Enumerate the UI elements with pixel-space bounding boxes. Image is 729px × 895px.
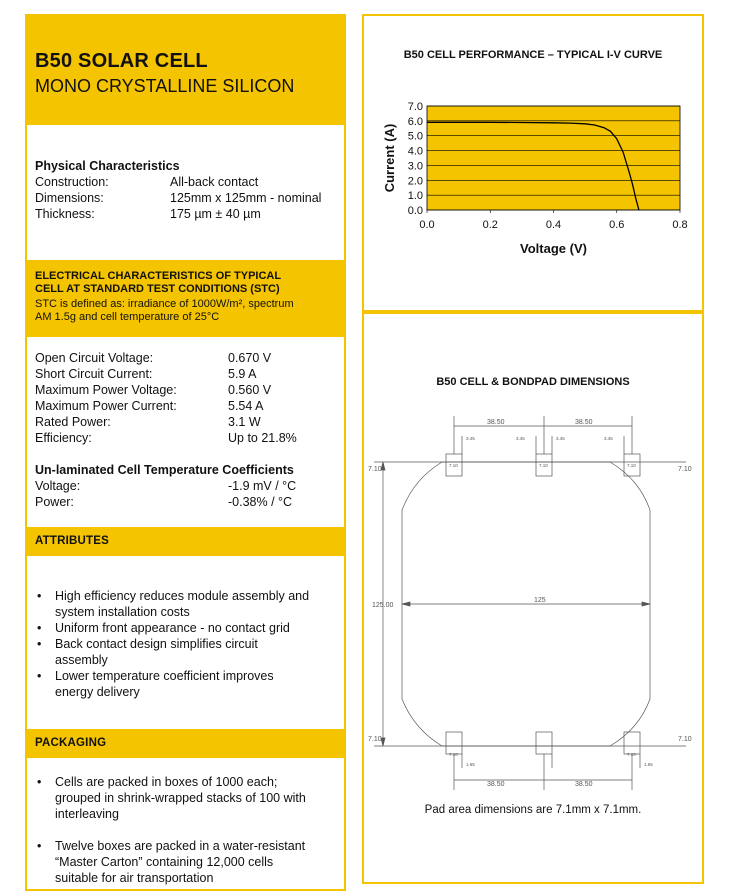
dim-top-right: 38.50	[575, 419, 593, 426]
dim-side-tr: 7.10	[678, 466, 692, 473]
physical-row	[35, 206, 336, 222]
electrical-row	[35, 398, 336, 414]
dim-side-bl: 7.10	[368, 736, 382, 743]
row-label: Maximum Power Voltage:	[35, 383, 177, 397]
electrical-row	[35, 350, 336, 366]
electrical-row	[35, 414, 336, 430]
item-line: • Twelve boxes are packed in a water-resistant	[55, 839, 306, 853]
electrical-section	[27, 337, 344, 527]
stc-heading-1: ELECTRICAL CHARACTERISTICS OF TYPICAL	[35, 270, 282, 282]
list-item	[35, 620, 336, 636]
row-label: Efficiency:	[35, 431, 92, 445]
plot-area	[427, 106, 680, 210]
y-tick-label: 7.0	[407, 101, 423, 113]
temperature-row	[35, 478, 336, 494]
y-axis-label: Current (A)	[382, 123, 397, 193]
dim-side-tl: 7.10	[368, 466, 382, 473]
attributes-list	[27, 556, 344, 729]
item-line: • Lower temperature coefficient improves	[55, 669, 274, 683]
dim-pad-size: 7.10	[627, 752, 636, 757]
row-value: -1.9 mV / °C	[228, 479, 297, 493]
row-label: Thickness:	[35, 207, 95, 221]
physical-row	[35, 174, 336, 190]
row-value: 3.1 W	[228, 415, 261, 429]
dim-bottom-left: 38.50	[487, 781, 505, 788]
dim-pad-small-b: 1.65	[466, 762, 475, 767]
stc-heading-2: CELL AT STANDARD TEST CONDITIONS (STC)	[35, 283, 280, 295]
y-tick-label: 4.0	[407, 145, 423, 158]
attributes-heading: ATTRIBUTES	[27, 527, 344, 556]
row-value: -0.38% / °C	[228, 495, 293, 509]
list-item	[35, 588, 336, 620]
dim-pad-size: 7.10	[449, 752, 458, 757]
dim-pad-size: 7.10	[539, 463, 548, 468]
item-line: system installation costs	[55, 605, 190, 619]
row-value: Up to 21.8%	[228, 431, 297, 445]
list-item	[35, 774, 336, 822]
bondpad	[536, 732, 552, 754]
dimensions-title: B50 CELL & BONDPAD DIMENSIONS	[436, 376, 630, 388]
list-item	[35, 668, 336, 700]
physical-heading: Physical Characteristics	[35, 159, 180, 173]
cell-dimension-drawing	[364, 314, 702, 788]
item-line: “Master Carton” containing 12,000 cells	[55, 855, 274, 869]
x-tick-label: 0.8	[672, 219, 688, 231]
product-subtitle: MONO CRYSTALLINE SILICON	[35, 76, 295, 96]
row-label: Maximum Power Current:	[35, 399, 177, 413]
iv-chart	[364, 16, 702, 310]
dim-side-br: 7.10	[678, 736, 692, 743]
row-label: Construction:	[35, 175, 109, 189]
stc-text-2: AM 1.5g and cell temperature of 25°C	[35, 311, 220, 323]
item-line: • Cells are packed in boxes of 1000 each;	[55, 775, 278, 789]
y-tick-label: 3.0	[407, 160, 423, 173]
x-axis-label: Voltage (V)	[520, 241, 587, 256]
list-item	[35, 636, 336, 668]
y-tick-label: 1.0	[407, 190, 423, 203]
spec-column	[25, 14, 346, 891]
electrical-row	[35, 382, 336, 398]
dim-width: 125	[534, 597, 546, 604]
item-line: interleaving	[55, 807, 119, 821]
physical-section	[27, 125, 344, 260]
dim-pad-small: 3.45	[604, 436, 613, 441]
item-line: • High efficiency reduces module assembly and	[55, 589, 310, 603]
item-line: grouped in shrink-wrapped stacks of 100 with	[55, 791, 306, 805]
x-tick-label: 0.2	[482, 219, 498, 231]
row-value: 5.54 A	[228, 399, 264, 413]
packaging-list	[27, 758, 344, 886]
dimensions-panel	[362, 312, 704, 884]
electrical-row	[35, 366, 336, 382]
item-line: suitable for air transportation	[55, 871, 214, 885]
packaging-heading: PACKAGING	[27, 729, 344, 758]
chart-title: B50 CELL PERFORMANCE – TYPICAL I-V CURVE	[403, 49, 663, 61]
physical-row	[35, 190, 336, 206]
product-title: B50 SOLAR CELL	[35, 50, 208, 72]
y-tick-label: 6.0	[407, 115, 423, 128]
item-line: • Uniform front appearance - no contact grid	[55, 621, 290, 635]
row-value: 175 µm ± 40 µm	[170, 207, 261, 221]
dim-pad-small: 3.45	[466, 436, 475, 441]
dim-pad-small: 3.45	[516, 436, 525, 441]
row-value: 125mm x 125mm - nominal	[170, 191, 322, 205]
row-label: Power:	[35, 495, 74, 509]
x-tick-label: 0.4	[545, 219, 562, 231]
row-label: Voltage:	[35, 479, 81, 493]
temperature-row	[35, 494, 336, 510]
dim-pad-size: 7.10	[449, 463, 458, 468]
row-label: Rated Power:	[35, 415, 111, 429]
row-value: 0.560 V	[228, 383, 272, 397]
title-band	[27, 16, 344, 125]
dim-top-left: 38.50	[487, 419, 505, 426]
iv-chart-panel	[362, 14, 704, 312]
list-item	[35, 838, 336, 886]
stc-text-1: STC is defined as: irradiance of 1000W/m², spectrum	[35, 298, 294, 310]
dim-pad-small-b: 1.65	[644, 762, 653, 767]
row-label: Open Circuit Voltage:	[35, 351, 154, 365]
stc-band	[27, 260, 344, 337]
dim-height: 125.00	[372, 602, 394, 609]
y-tick-label: 5.0	[407, 130, 423, 143]
row-label: Short Circuit Current:	[35, 367, 153, 381]
x-tick-label: 0.6	[609, 219, 625, 231]
y-tick-label: 2.0	[407, 175, 423, 188]
row-value: 0.670 V	[228, 351, 272, 365]
bondpad	[446, 732, 462, 754]
y-tick-label: 0.0	[407, 205, 423, 217]
pad-caption: Pad area dimensions are 7.1mm x 7.1mm.	[424, 804, 642, 816]
dim-bottom-right: 38.50	[575, 781, 593, 788]
temperature-heading: Un-laminated Cell Temperature Coefficients	[35, 463, 294, 477]
x-tick-label: 0.0	[419, 219, 435, 231]
dim-pad-small: 3.45	[556, 436, 565, 441]
row-value: All-back contact	[170, 175, 259, 189]
item-line: • Back contact design simplifies circuit	[55, 637, 258, 651]
item-line: assembly	[55, 653, 108, 667]
row-label: Dimensions:	[35, 191, 104, 205]
dim-pad-size: 7.10	[627, 463, 636, 468]
bondpad	[624, 732, 640, 754]
item-line: energy delivery	[55, 685, 140, 699]
electrical-row	[35, 430, 336, 446]
row-value: 5.9 A	[228, 367, 257, 381]
